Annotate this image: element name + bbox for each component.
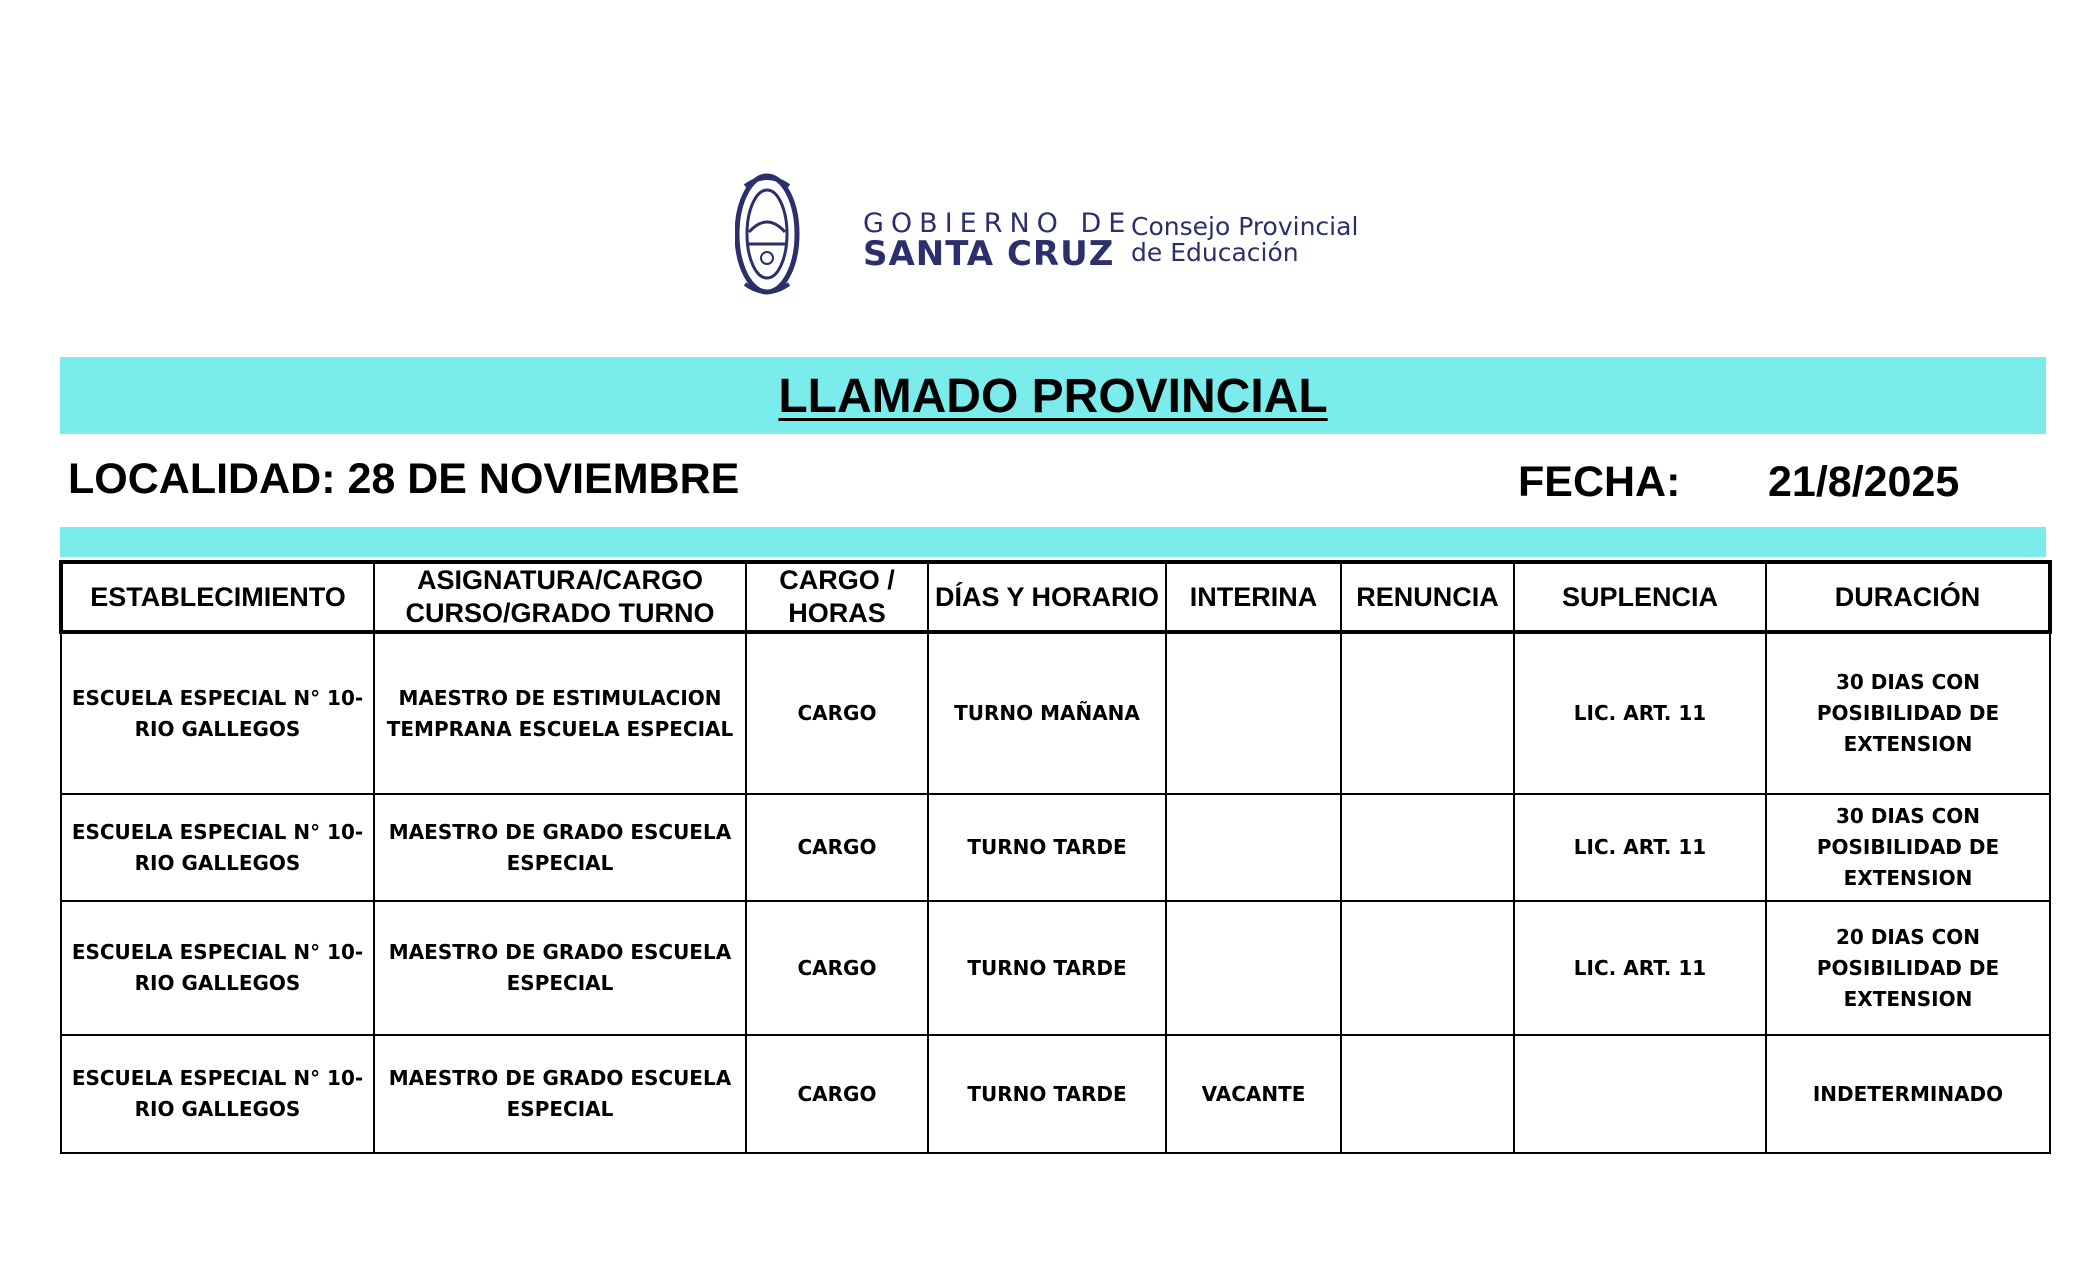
- table-header-row: [61, 562, 2050, 632]
- org-name-line2: SANTA CRUZ: [863, 234, 1115, 274]
- table-cell: INDETERMINADO: [1766, 1035, 2050, 1153]
- table-cell: ESCUELA ESPECIAL N° 10- RIO GALLEGOS: [61, 632, 374, 794]
- table-cell: [1166, 901, 1341, 1035]
- table-cell: CARGO: [746, 794, 928, 901]
- column-header: DÍAS Y HORARIO: [928, 562, 1166, 632]
- column-header: RENUNCIA: [1341, 562, 1514, 632]
- table-cell: [1341, 632, 1514, 794]
- government-logo: [735, 172, 1359, 302]
- table-cell: TURNO MAÑANA: [928, 632, 1166, 794]
- table-cell: [1341, 794, 1514, 901]
- column-header: DURACIÓN: [1766, 562, 2050, 632]
- column-header: ASIGNATURA/CARGO CURSO/GRADO TURNO: [374, 562, 746, 632]
- page-title: LLAMADO PROVINCIAL: [778, 370, 1328, 423]
- table-cell: ESCUELA ESPECIAL N° 10- RIO GALLEGOS: [61, 901, 374, 1035]
- table-row: [61, 632, 2050, 794]
- provincial-seal-icon: [735, 172, 800, 302]
- table-cell: TURNO TARDE: [928, 901, 1166, 1035]
- column-header: SUPLENCIA: [1514, 562, 1766, 632]
- table-cell: LIC. ART. 11: [1514, 901, 1766, 1035]
- table-row: [61, 901, 2050, 1035]
- column-header: ESTABLECIMIENTO: [61, 562, 374, 632]
- table-cell: MAESTRO DE GRADO ESCUELA ESPECIAL: [374, 901, 746, 1035]
- table-cell: CARGO: [746, 1035, 928, 1153]
- table-cell: MAESTRO DE GRADO ESCUELA ESPECIAL: [374, 1035, 746, 1153]
- org-name-line1: GOBIERNO DE: [863, 208, 1133, 239]
- title-band: [60, 357, 2046, 434]
- table-cell: MAESTRO DE ESTIMULACION TEMPRANA ESCUELA ESPECIAL: [374, 632, 746, 794]
- table-cell: ESCUELA ESPECIAL N° 10- RIO GALLEGOS: [61, 1035, 374, 1153]
- table-row: [61, 794, 2050, 901]
- council-name-line2: de Educación: [1131, 238, 1299, 267]
- table-cell: ESCUELA ESPECIAL N° 10- RIO GALLEGOS: [61, 794, 374, 901]
- table-cell: TURNO TARDE: [928, 794, 1166, 901]
- table-cell: MAESTRO DE GRADO ESCUELA ESPECIAL: [374, 794, 746, 901]
- column-header: CARGO / HORAS: [746, 562, 928, 632]
- table-cell: LIC. ART. 11: [1514, 794, 1766, 901]
- table-cell: 30 DIAS CON POSIBILIDAD DE EXTENSION: [1766, 794, 2050, 901]
- localidad-label: LOCALIDAD: 28 DE NOVIEMBRE: [68, 455, 740, 503]
- table-cell: 20 DIAS CON POSIBILIDAD DE EXTENSION: [1766, 901, 2050, 1035]
- table-cell: [1514, 1035, 1766, 1153]
- table-cell: [1341, 1035, 1514, 1153]
- table-row: [61, 1035, 2050, 1153]
- table-cell: VACANTE: [1166, 1035, 1341, 1153]
- separator-band: [60, 527, 2046, 557]
- fecha-label: FECHA:: [1518, 458, 1681, 506]
- table-cell: CARGO: [746, 632, 928, 794]
- table-cell: [1341, 901, 1514, 1035]
- positions-table: [59, 560, 2052, 1154]
- column-header: INTERINA: [1166, 562, 1341, 632]
- table-cell: [1166, 794, 1341, 901]
- table-cell: TURNO TARDE: [928, 1035, 1166, 1153]
- table-cell: LIC. ART. 11: [1514, 632, 1766, 794]
- table-cell: 30 DIAS CON POSIBILIDAD DE EXTENSION: [1766, 632, 2050, 794]
- table-cell: [1166, 632, 1341, 794]
- table-cell: CARGO: [746, 901, 928, 1035]
- council-name-line1: Consejo Provincial: [1131, 212, 1359, 241]
- fecha-value: 21/8/2025: [1768, 458, 1960, 506]
